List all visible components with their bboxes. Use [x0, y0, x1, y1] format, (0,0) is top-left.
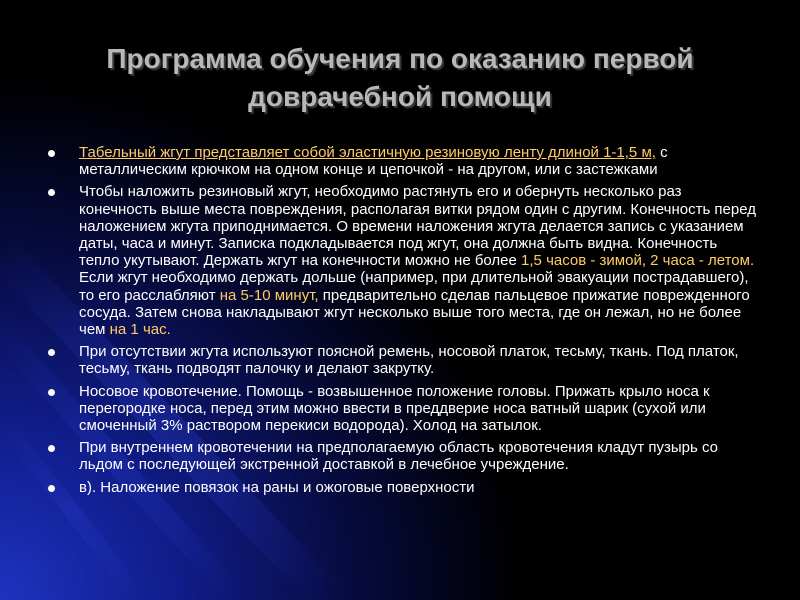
bullet-item: [48, 383, 760, 435]
bullet-dot-icon: [48, 485, 55, 492]
bullet-item: [48, 343, 760, 377]
bullet-dot-icon: [48, 349, 55, 356]
bullet-highlight-text: Табельный жгут представляет собой эластичную резиновую ленту длиной 1-1,5 м,: [79, 144, 656, 161]
slide-title: Программа обучения по оказанию первой доврачебной помощи: [106, 43, 694, 112]
bullet-text: предварительно сделав пальцевое прижатие поврежденного сосуда. Затем снова накладывают жгут несколько выше того места, где он лежал, но не более чем: [79, 286, 750, 339]
bullet-item: [48, 183, 760, 338]
bullet-text: в). Наложение повязок на раны и ожоговые поверхности: [79, 478, 475, 496]
bullet-item: [48, 479, 760, 496]
bullet-text: При отсутствии жгута используют поясной ремень, носовой платок, тесьму, ткань. Под платок, тесьму, ткань подводят палочку и делают закрутку.: [79, 343, 739, 378]
bullet-dot-icon: [48, 189, 55, 196]
bullet-item: [48, 144, 760, 178]
bullet-dot-icon: [48, 389, 55, 396]
bullet-text: Носовое кровотечение. Помощь - возвышенное положение головы. Прижать крыло носа к перегородке носа, перед этим можно ввести в преддверие носа ватный шарик (сухой или смоченный 3% раствором перекиси водорода). Холод на затылок.: [79, 382, 710, 435]
bullet-dot-icon: [48, 445, 55, 452]
bullet-list: [48, 144, 760, 501]
bullet-text: При внутреннем кровотечении на предполагаемую область кровотечения кладут пузырь со льдом с последующей экстренной доставкой в лечебное учреждение.: [79, 439, 718, 474]
bullet-text: Если жгут необходимо держать дольше (например, при длительной эвакуации пострадавшего), то его расслабляют: [79, 269, 749, 304]
bullet-text: Чтобы наложить резиновый жгут, необходимо растянуть его и обернуть несколько раз конечность выше места повреждения, располагая витки рядом один с другим. Конечность перед наложением жгута приподнимается. О времени наложения жгута делается запись с указанием даты, часа и минут. Записка подкладывается под жгут, она должна быть видна. Конечность тепло укутывают. Держать жгут на конечности можно не более: [79, 183, 756, 270]
bullet-text: с металлическим крючком на одном конце и цепочкой - на другом, или с застежками: [79, 144, 668, 179]
bullet-dot-icon: [48, 150, 55, 157]
bullet-highlight-text: 1,5 часов - зимой, 2 часа - летом.: [521, 252, 755, 270]
bullet-highlight-text: на 5-10 минут,: [219, 286, 319, 304]
bullet-highlight-text: на 1 час.: [109, 321, 171, 339]
bullet-item: [48, 439, 760, 473]
